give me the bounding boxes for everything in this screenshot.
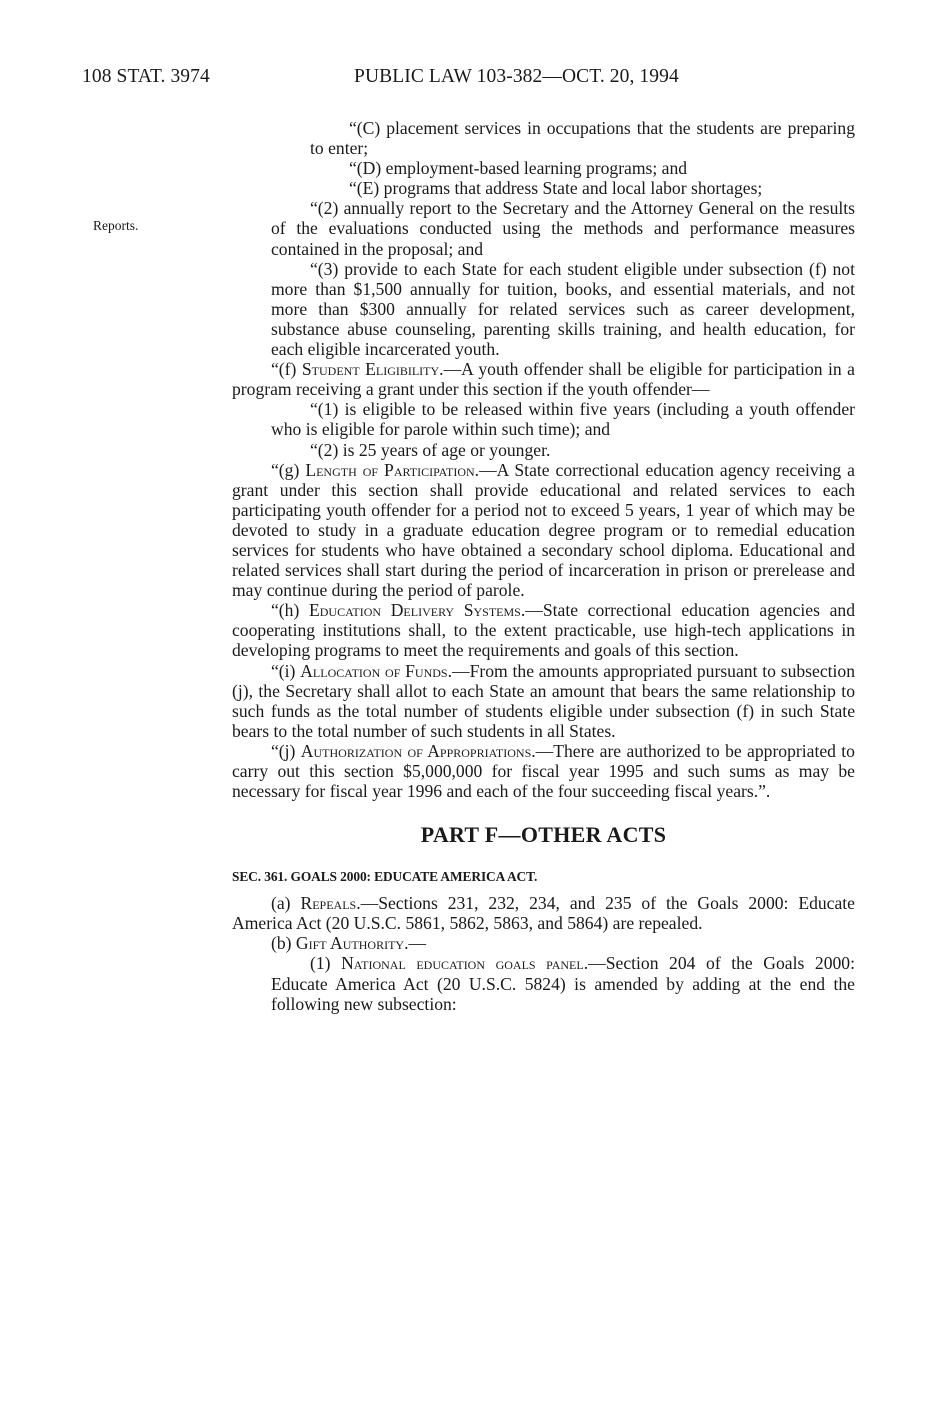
paragraph-b1-goals-panel	[271, 953, 855, 1013]
subsection-f-body: —A youth offender shall be eligible for participation in a program receiving a grant under this section if the youth offender—	[232, 359, 855, 400]
paragraph-f1: “(1) is eligible to be released within five years (including a youth offender who is eligible for parole within such time); and	[271, 399, 855, 440]
paragraph-3-provide: “(3) provide to each State for each student eligible under subsection (f) not more than $1,500 annually for tuition, books, and essential materials, and not more than $300 annually for related services such as career development, substance abuse counseling, parenting skills training, and health education, for each eligible incarcerated youth.	[271, 258, 855, 360]
subsection-f-lead: “(f)	[271, 359, 297, 380]
subsection-h-body: —State correctional education agencies and cooperating institutions shall, to the extent practicable, use high-tech applications in developing programs to meet the requirements and goals of this section.	[232, 600, 855, 661]
subsection-j-lead: “(j)	[271, 740, 296, 761]
subsection-b-heading: Gift Authority.	[295, 933, 409, 954]
subsection-h	[232, 600, 855, 660]
subsection-f-heading: Student Eligibility.	[301, 359, 444, 380]
subsection-b-lead: (b)	[271, 933, 292, 954]
paragraph-d-employment: “(D) employment-based learning programs; and	[349, 158, 688, 179]
subsection-i-heading: Allocation of Funds.	[300, 660, 453, 681]
subsection-h-heading: Education Delivery Systems.	[308, 600, 526, 621]
subsection-j	[232, 741, 855, 801]
paragraph-b1-lead: (1)	[310, 953, 331, 974]
margin-note-reports: Reports.	[93, 218, 139, 233]
subsection-a-lead: (a)	[271, 893, 291, 914]
subsection-g-lead: “(g)	[271, 459, 300, 480]
running-head	[82, 66, 862, 96]
subsection-h-lead: “(h)	[271, 600, 300, 621]
subsection-b-gift-authority	[232, 933, 855, 953]
section-heading: SEC. 361. GOALS 2000: EDUCATE AMERICA ACT.	[232, 869, 538, 885]
paragraph-e-programs: “(E) programs that address State and local labor shortages;	[349, 178, 763, 199]
subsection-j-heading: Authorization of Appropriations.	[300, 740, 536, 761]
subsection-a-heading: Repeals.	[300, 893, 361, 914]
subsection-f	[232, 359, 855, 399]
paragraph-f2: “(2) is 25 years of age or younger.	[310, 439, 551, 460]
paragraph-2-report: “(2) annually report to the Secretary and the Attorney General on the results of the evaluations conducted using the methods and performance measures contained in the proposal; and	[271, 198, 855, 259]
subsection-i-lead: “(i)	[271, 660, 296, 681]
law-title: PUBLIC LAW 103-382—OCT. 20, 1994	[354, 66, 679, 87]
subsection-i-body: —From the amounts appropriated pursuant to subsection (j), the Secretary shall allot to each State an amount that bears the same relationship to such funds as the total number of students eligible under subsection (f) in such State bears to the total number of such students in all States.	[232, 660, 855, 741]
part-heading: PART F—OTHER ACTS	[420, 822, 667, 848]
page-number: 108 STAT. 3974	[82, 66, 210, 87]
subsection-b-dash: —	[408, 933, 427, 954]
statute-body	[232, 118, 855, 1014]
subsection-g-heading: Length of Participation.	[305, 459, 480, 480]
subsection-g	[232, 460, 855, 601]
paragraph-b1-body: —Section 204 of the Goals 2000: Educate America Act (20 U.S.C. 5824) is amended by adding at the end the following new subsection:	[271, 953, 855, 1014]
subsection-g-body: —A State correctional education agency receiving a grant under this section shall provide educational and related services to each participating youth offender for a period not to exceed 5 years, 1 year of which may be devoted to study in a graduate education degree program or to remedial education services for students who have obtained a secondary school diploma. Educational and related services shall start during the period of incarceration in prison or prerelease and may continue during the period of parole.	[232, 459, 855, 601]
paragraph-b1-heading: National education goals panel.	[341, 953, 589, 974]
paragraph-c-placement: “(C) placement services in occupations that the students are preparing to enter;	[310, 118, 855, 159]
subsection-i	[232, 661, 855, 741]
subsection-a-body: —Sections 231, 232, 234, and 235 of the Goals 2000: Educate America Act (20 U.S.C. 5861, 5862, 5863, and 5864) are repealed.	[232, 893, 855, 934]
subsection-j-body: —There are authorized to be appropriated to carry out this section $5,000,000 for fiscal year 1995 and such sums as may be necessary for fiscal year 1996 and each of the four succeeding fiscal years.”.	[232, 740, 855, 802]
subsection-a-repeals	[232, 893, 855, 933]
